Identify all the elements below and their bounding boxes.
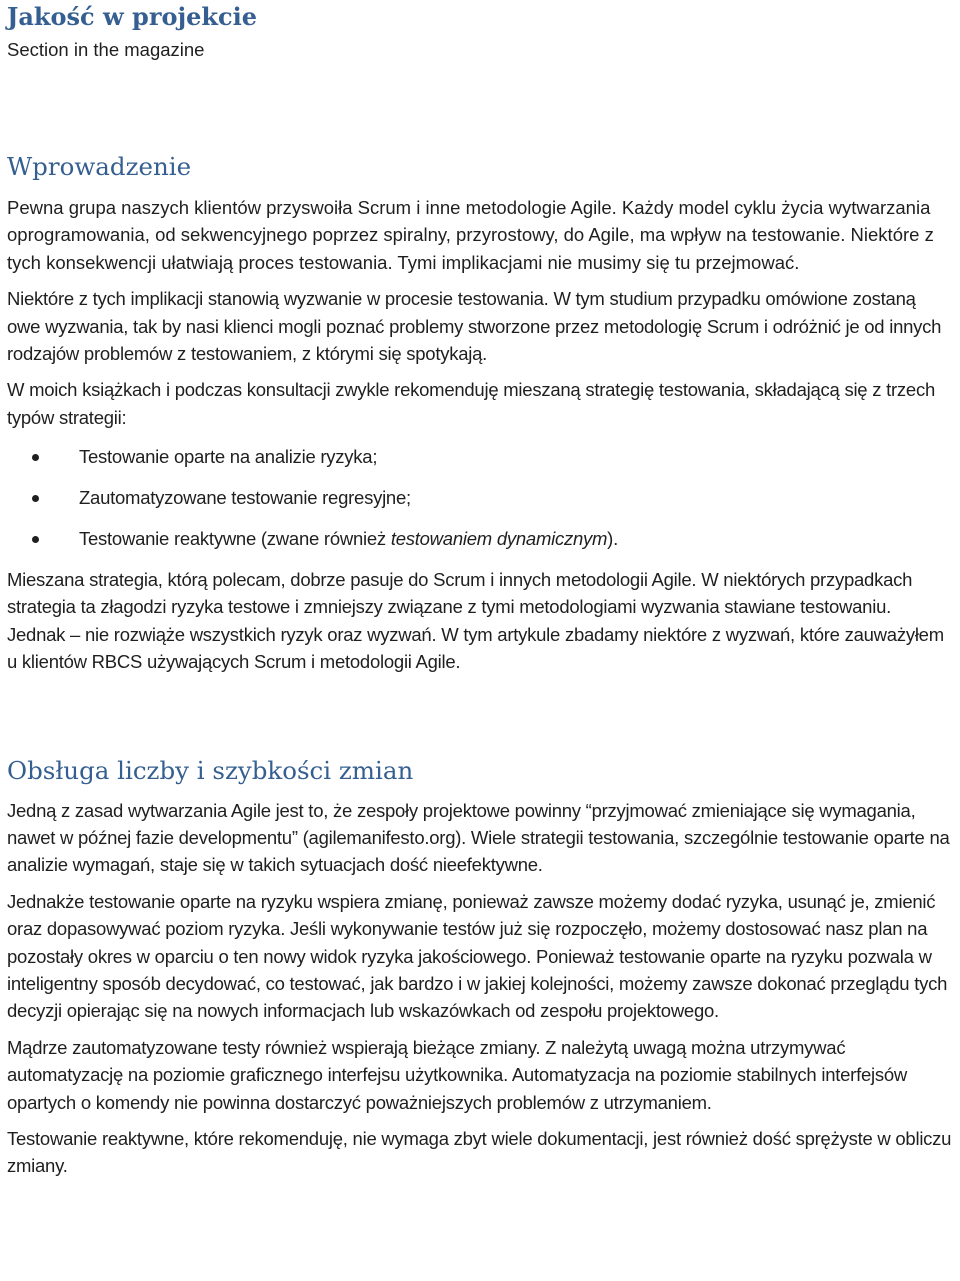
heading-change-handling: Obsługa liczby i szybkości zmian	[7, 755, 414, 785]
list-item-text-pre: Testowanie reaktywne (zwane również	[79, 528, 391, 550]
intro-paragraph-1-part-b: Tymi implikacjami nie musimy się tu przejmować.	[397, 251, 800, 273]
document-page	[7, 0, 953, 1180]
list-item	[7, 525, 953, 552]
intro-paragraph-2: Niektóre z tych implikacji stanowią wyzwanie w procesie testowania. W tym studium przypadku omówione zostaną owe wyzwania, tak by nasi klienci mogli poznać problemy stworzone przez metodologię Scrum i odróżnić je od innych rodzajów problemów z testowaniem, z którymi się spotykają.	[7, 288, 942, 365]
strategy-list	[7, 443, 953, 552]
article-subtitle: Section in the magazine	[7, 39, 205, 60]
section2-paragraph-2: Jednakże testowanie oparte na ryzyku wspiera zmianę, ponieważ zawsze możemy dodać ryzyka, usunąć je, zmienić oraz dopasowywać poziom ryzyka. Jeśli wykonywanie testów już się rozpoczęło, możemy dostosować nasz plan na pozostały okres w oparciu o ten nowy widok ryzyka jakościowego. Ponieważ testowanie oparte na ryzyku pozwala w inteligentny sposób decydować, co testować, jak bardzo i w jakiej kolejności, możemy zawsze dokonać przeglądu tych decyzji opierając się na nowych informacjach lub wskazówkach od zespołu projektowego.	[7, 890, 948, 1022]
bullet-icon	[32, 536, 39, 543]
list-item-text-emphasis: testowaniem dynamicznym	[390, 528, 608, 550]
intro-paragraph-1-part-a: Pewna grupa naszych klientów przyswoiła Scrum i inne metodologie Agile. Każdy model cyklu życia wytwarzania oprogramowania, od sekwencyjnego poprzez spiralny, przyrostowy, do Agile, ma wpływ na testowanie. Niektóre z tych konsekwencji ułatwiają proces testowania.	[7, 197, 934, 273]
list-item-text-post: ).	[607, 528, 618, 550]
intro-paragraph-3: W moich książkach i podczas konsultacji zwykle rekomenduję mieszaną strategię testowania, składającą się z trzech typów strategii:	[7, 379, 936, 428]
heading-introduction: Wprowadzenie	[7, 152, 192, 181]
intro-paragraph-1	[7, 194, 953, 276]
section2-paragraph-1: Jedną z zasad wytwarzania Agile jest to, że zespoły projektowe powinny “przyjmować zmieniające się wymagania, nawet w późnej fazie developmentu” (agilemanifesto.org). Wiele strategii testowania, szczególnie testowanie oparte na analizie wymagań, staje się w takich sytuacjach dość nieefektywne.	[7, 799, 950, 876]
list-item	[7, 443, 953, 470]
bullet-icon	[32, 454, 39, 461]
intro-paragraph-4: Mieszana strategia, którą polecam, dobrze pasuje do Scrum i innych metodologii Agile. W niektórych przypadkach strategia ta złagodzi ryzyka testowe i zmniejszy związane z tymi metodologiami wyzwania stawiane testowaniu. Jednak – nie rozwiąże wszystkich ryzyk oraz wyzwań. W tym artykule zbadamy niektóre z wyzwań, które zauważyłem u klientów RBCS używających Scrum i metodologii Agile.	[7, 568, 944, 673]
bullet-icon	[32, 495, 39, 502]
section2-paragraph-4: Testowanie reaktywne, które rekomenduję, nie wymaga zbyt wiele dokumentacji, jest również dość sprężyste w obliczu zmiany.	[7, 1128, 952, 1177]
list-item-text: Testowanie oparte na analizie ryzyka;	[79, 446, 378, 468]
list-item	[7, 484, 953, 511]
section2-paragraph-3: Mądrze zautomatyzowane testy również wspierają bieżące zmiany. Z należytą uwagą można utrzymywać automatyzację na poziomie graficznego interfejsu użytkownika. Automatyzacja na poziomie stabilnych interfejsów opartych o komendy nie powinna dostarczyć poważniejszych problemów z utrzymaniem.	[7, 1036, 908, 1113]
list-item-text: Zautomatyzowane testowanie regresyjne;	[79, 487, 411, 509]
article-title: Jakość w projekcie	[7, 2, 258, 31]
